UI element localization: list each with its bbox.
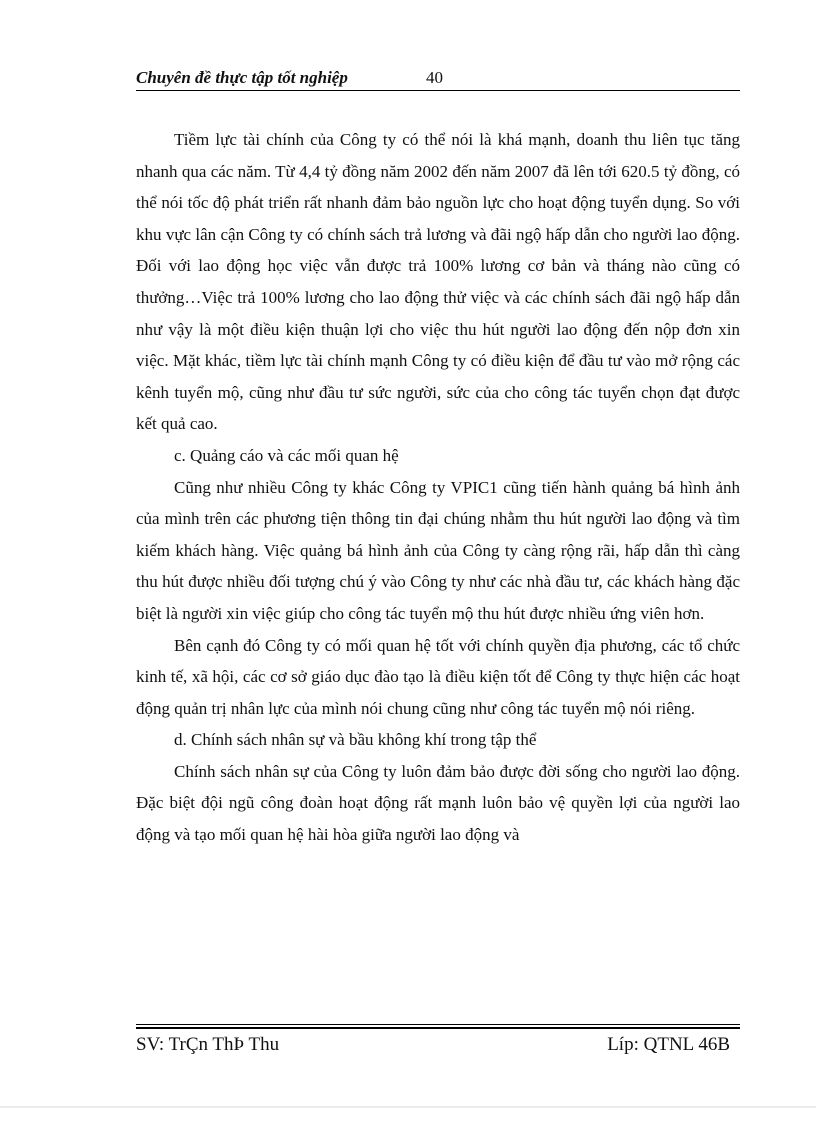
footer-class: Líp: QTNL 46B <box>607 1034 730 1055</box>
footer-student-name: SV: TrÇn ThÞ Thu <box>136 1034 280 1055</box>
paragraph-hr-policy: Chính sách nhân sự của Công ty luôn đảm bảo được đời sống cho người lao động. Đặc biệt đội ngũ công đoàn hoạt động rất mạnh luôn bảo vệ quyền lợi của người lao động và tạo mối quan hệ hài hòa giữa người lao động và <box>136 761 740 845</box>
page-number: 40 <box>426 68 443 87</box>
footer-rule <box>136 1024 740 1025</box>
paragraph-advertising: Cũng như nhiều Công ty khác Công ty VPIC1 cũng tiến hành quảng bá hình ảnh của mình trên các phương tiện thông tin đại chúng nhằm thu hút người lao động và tìm kiếm khách hàng. Việc quảng bá hình ảnh của Công ty càng rộng rãi, hấp dẫn thì càng thu hút được nhiều đối tượng chú ý vào Công ty như các nhà đầu tư, các khách hàng đặc biệt là người xin việc giúp cho công tác tuyển mộ thu hút được nhiều ứng viên hơn. <box>136 477 740 623</box>
page-footer <box>136 1024 740 1064</box>
section-heading-hr-policy: d. Chính sách nhân sự và bầu không khí trong tập thể <box>174 730 537 750</box>
header-title: Chuyên đề thực tập tốt nghiệp <box>136 68 348 87</box>
footer-rule-thick <box>136 1027 740 1029</box>
body-text <box>136 124 740 851</box>
header-rule <box>136 90 740 91</box>
section-heading-advertising: c. Quảng cáo và các mối quan hệ <box>174 445 399 465</box>
page-bottom-edge <box>0 1106 816 1108</box>
page-header <box>136 66 740 92</box>
paragraph-financial-capacity: Tiềm lực tài chính của Công ty có thể nói là khá mạnh, doanh thu liên tục tăng nhanh qua các năm. Từ 4,4 tỷ đồng năm 2002 đến năm 2007 đã lên tới 620.5 tỷ đồng, có thể nói tốc độ phát triển rất nhanh đảm bảo nguồn lực cho hoạt động tuyển dụng. So với khu vực lân cận Công ty có chính sách trả lương và đãi ngộ hấp dẫn cho người lao động. Đối với lao động học việc vẫn được trả 100% lương cơ bản và tháng nào cũng có thưởng…Việc trả 100% lương cho lao động thử việc và các chính sách đãi ngộ hấp dẫn như vậy là một điều kiện thuận lợi cho việc thu hút người lao động đến nộp đơn xin việc. Mặt khác, tiềm lực tài chính mạnh Công ty có điều kiện để đầu tư vào mở rộng các kênh tuyển mộ, cũng như đầu tư sức người, sức của cho công tác tuyển chọn đạt được kết quả cao. <box>136 130 740 434</box>
paragraph-relationships: Bên cạnh đó Công ty có mối quan hệ tốt với chính quyền địa phương, các tổ chức kinh tế, xã hội, các cơ sở giáo dục đào tạo là điều kiện tốt để Công ty thực hiện các hoạt động quản trị nhân lực của mình nói chung cũng như công tác tuyển mộ nói riêng. <box>136 635 740 718</box>
